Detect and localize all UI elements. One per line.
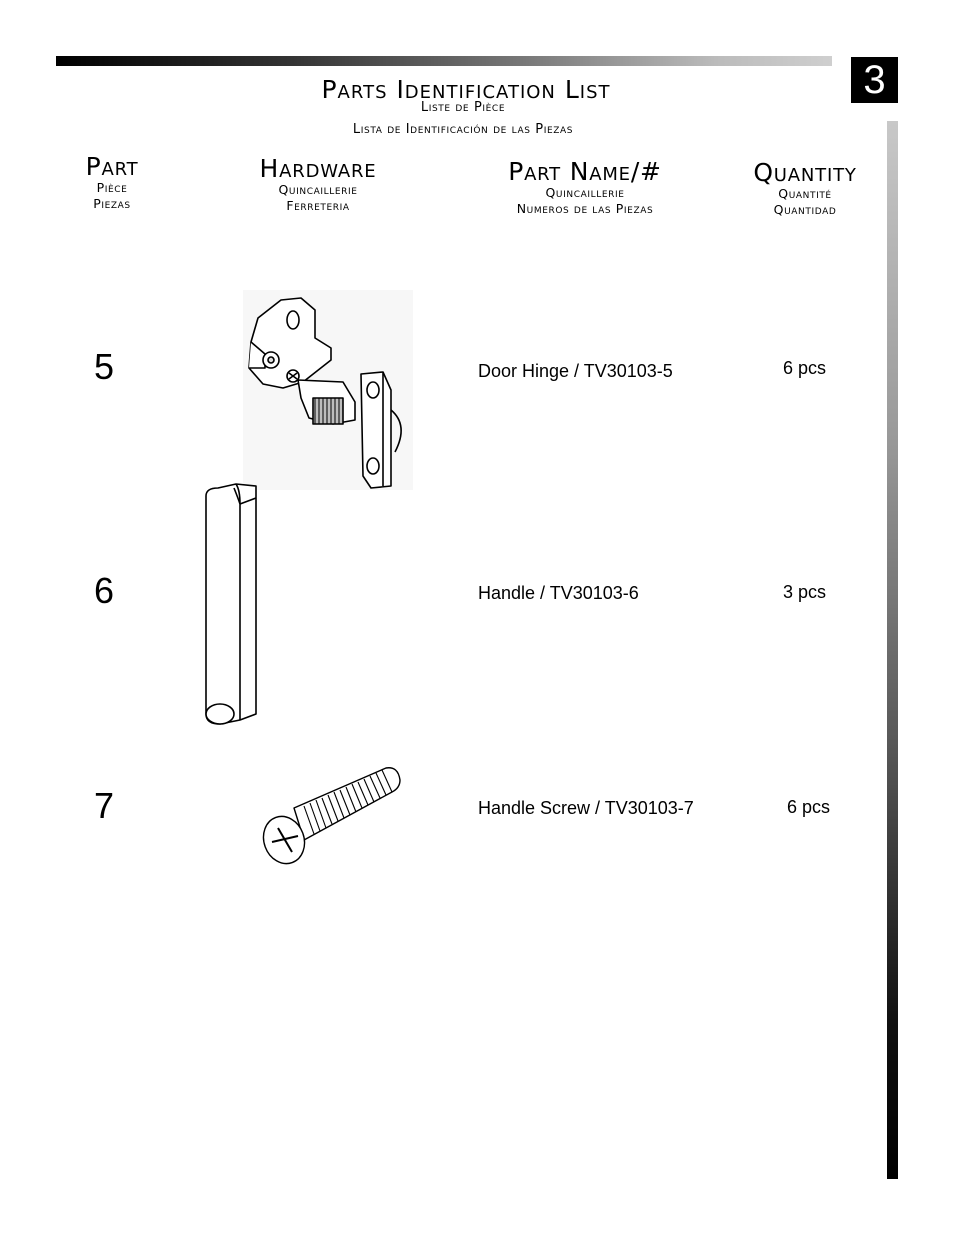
handle-icon	[200, 478, 264, 732]
page-subtitle-es: Lista de Identificación de las Piezas	[352, 122, 574, 137]
side-gradient-bar	[887, 121, 898, 1179]
part-quantity: 6 pcs	[783, 358, 827, 378]
screw-icon	[258, 760, 404, 870]
column-header-part	[62, 154, 162, 212]
part-number: 7	[94, 785, 115, 826]
page-number: 3	[851, 57, 898, 103]
column-sub-quantity-fr: Quantité	[778, 186, 832, 201]
part-name: Door Hinge / TV30103-5	[478, 361, 673, 381]
header-gradient-bar	[56, 56, 832, 66]
column-title-part-name: Part Name/#	[508, 157, 662, 186]
column-title-quantity: Quantity	[753, 158, 857, 187]
column-header-part-name	[470, 159, 700, 217]
door-hinge-icon	[243, 290, 413, 494]
column-sub-hardware-fr: Quincaillerie	[278, 182, 358, 197]
column-sub-hardware-es: Ferreteria	[286, 198, 350, 213]
part-number: 5	[94, 346, 115, 387]
column-sub-part-fr: Pièce	[96, 180, 128, 195]
column-sub-quantity-es: Quantidad	[773, 202, 837, 217]
part-number: 6	[94, 570, 115, 611]
part-quantity: 3 pcs	[783, 582, 827, 602]
column-sub-part-name-fr: Quincaillerie	[545, 185, 625, 200]
part-name: Handle Screw / TV30103-7	[478, 798, 694, 818]
page-subtitle-fr: Liste de Pièce	[420, 100, 506, 115]
part-name: Handle / TV30103-6	[478, 583, 639, 603]
column-title-hardware: Hardware	[259, 154, 377, 183]
page-title: Parts Identification List	[321, 75, 611, 104]
column-sub-part-name-es: Numeros de las Piezas	[516, 201, 654, 216]
part-quantity: 6 pcs	[787, 797, 831, 817]
column-sub-part-es: Piezas	[93, 196, 131, 211]
column-header-quantity	[728, 160, 882, 218]
column-header-hardware	[228, 156, 408, 214]
column-title-part: Part	[85, 152, 139, 181]
